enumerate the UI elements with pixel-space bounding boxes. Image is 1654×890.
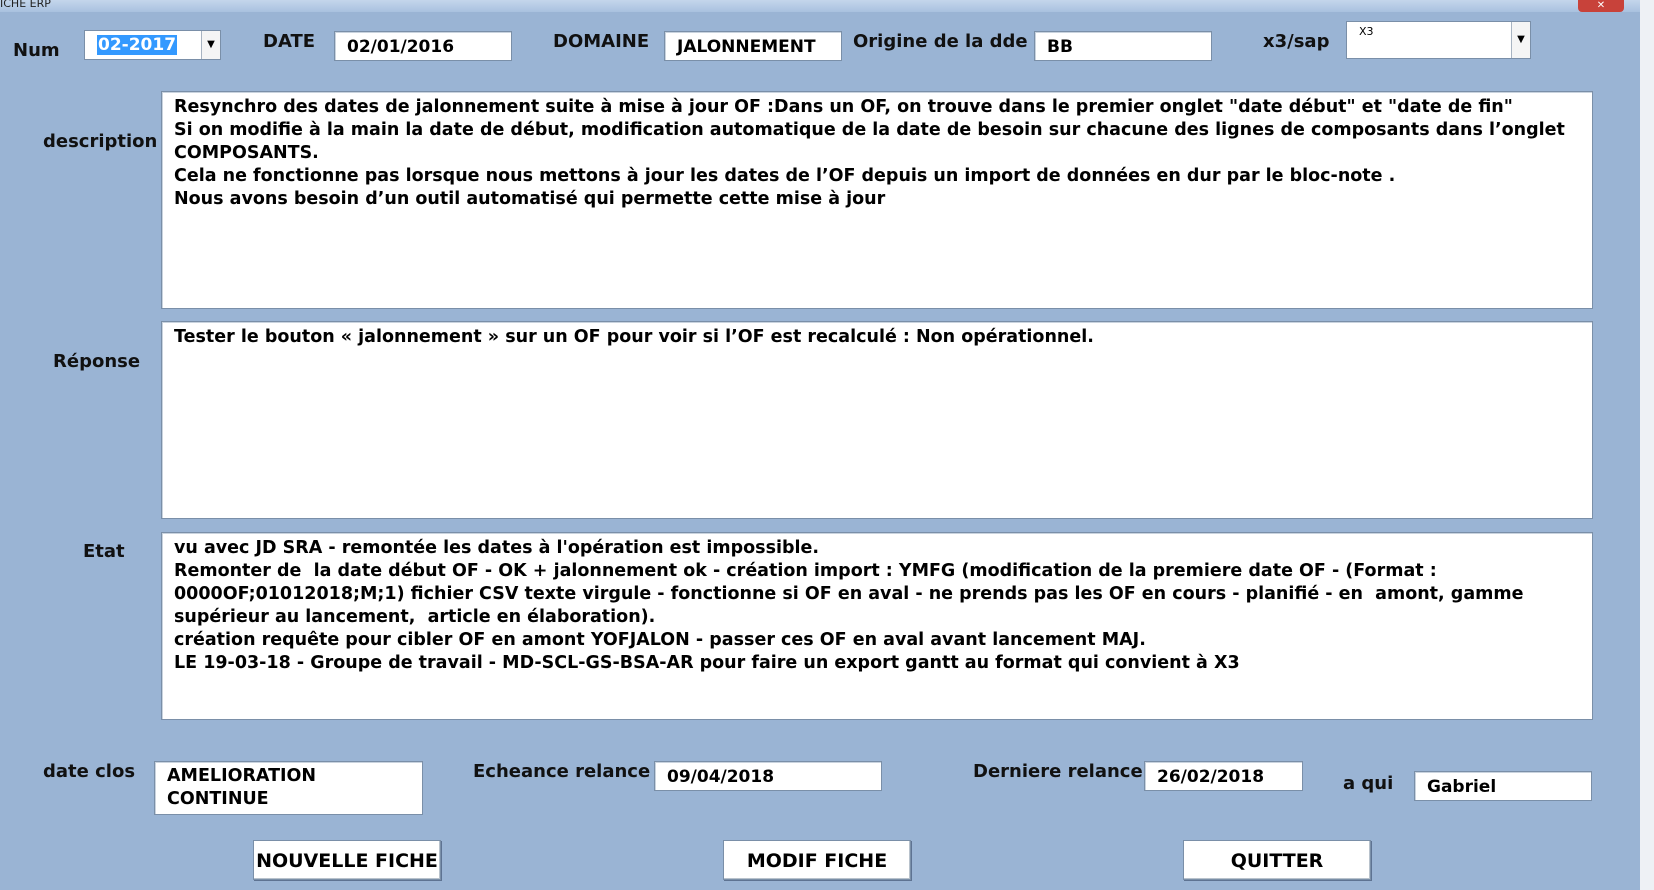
close-window-button[interactable]: ✕ (1578, 0, 1624, 12)
etat-textarea[interactable]: vu avec JD SRA - remontée les dates à l'opération est impossible. Remonter de la date début OF - OK + jalonnement ok - création import : YMFG (modification de la premiere date OF - (Format : 0000OF;01012018;M;1) fichier CSV texte virgule - fonctionne si OF en aval - ne prends pas les OF en cours - planifié - en amont, gamme supérieur au lancement, article en élaboration). création requête pour cibler OF en amont YOFJALON - passer ces OF en aval avant lancement MAJ. LE 19-03-18 - Groupe de travail - MD-SCL-GS-BSA-AR pour faire un export gantt au format qui convient à X3 (161, 532, 1593, 720)
date-clos-label: date clos (43, 761, 136, 782)
x3sap-select[interactable] (1346, 21, 1531, 59)
reponse-label: Réponse (53, 351, 141, 372)
nouvelle-fiche-button[interactable]: NOUVELLE FICHE (253, 840, 441, 880)
description-label: description (43, 131, 158, 152)
origine-label: Origine de la dde (853, 31, 1028, 52)
date-label: DATE (263, 31, 316, 52)
derniere-field[interactable]: 26/02/2018 (1144, 761, 1303, 791)
domaine-label: DOMAINE (553, 31, 650, 52)
a-qui-label: a qui (1343, 773, 1394, 794)
num-label: Num (13, 40, 60, 61)
chevron-down-icon[interactable]: ▼ (1511, 22, 1530, 58)
background-spreadsheet (1640, 0, 1654, 890)
domaine-field[interactable]: JALONNEMENT (664, 31, 842, 61)
num-select[interactable] (84, 30, 221, 60)
x3sap-value: X3 (1359, 25, 1374, 38)
reponse-textarea[interactable]: Tester le bouton « jalonnement » sur un OF pour voir si l’OF est recalculé : Non opérationnel. (161, 321, 1593, 519)
window-title: ICHE ERP (0, 0, 51, 10)
x3sap-label: x3/sap (1263, 31, 1330, 52)
description-textarea[interactable]: Resynchro des dates de jalonnement suite à mise à jour OF :Dans un OF, on trouve dans le premier onglet "date début" et "date de fin" Si on modifie à la main la date de début, modification automatique de la date de besoin sur chacune des lignes de composants dans l’onglet COMPOSANTS. Cela ne fonctionne pas lorsque nous mettons à jour les dates de l’OF depuis un import de données en dur par le bloc-note . Nous avons besoin d’un outil automatisé qui permette cette mise à jour (161, 91, 1593, 309)
num-value: 02-2017 (98, 35, 177, 55)
chevron-down-icon[interactable]: ▼ (201, 31, 220, 59)
modif-fiche-button[interactable]: MODIF FICHE (723, 840, 911, 880)
derniere-label: Derniere relance (973, 761, 1143, 782)
echeance-field[interactable]: 09/04/2018 (654, 761, 882, 791)
etat-label: Etat (83, 541, 125, 562)
date-field[interactable]: 02/01/2016 (334, 31, 512, 61)
a-qui-field[interactable]: Gabriel (1414, 771, 1592, 801)
date-clos-field[interactable]: AMELIORATION CONTINUE (154, 761, 423, 815)
echeance-label: Echeance relance (473, 761, 651, 782)
quitter-button[interactable]: QUITTER (1183, 840, 1371, 880)
origine-field[interactable]: BB (1034, 31, 1212, 61)
title-bar (0, 0, 1640, 12)
